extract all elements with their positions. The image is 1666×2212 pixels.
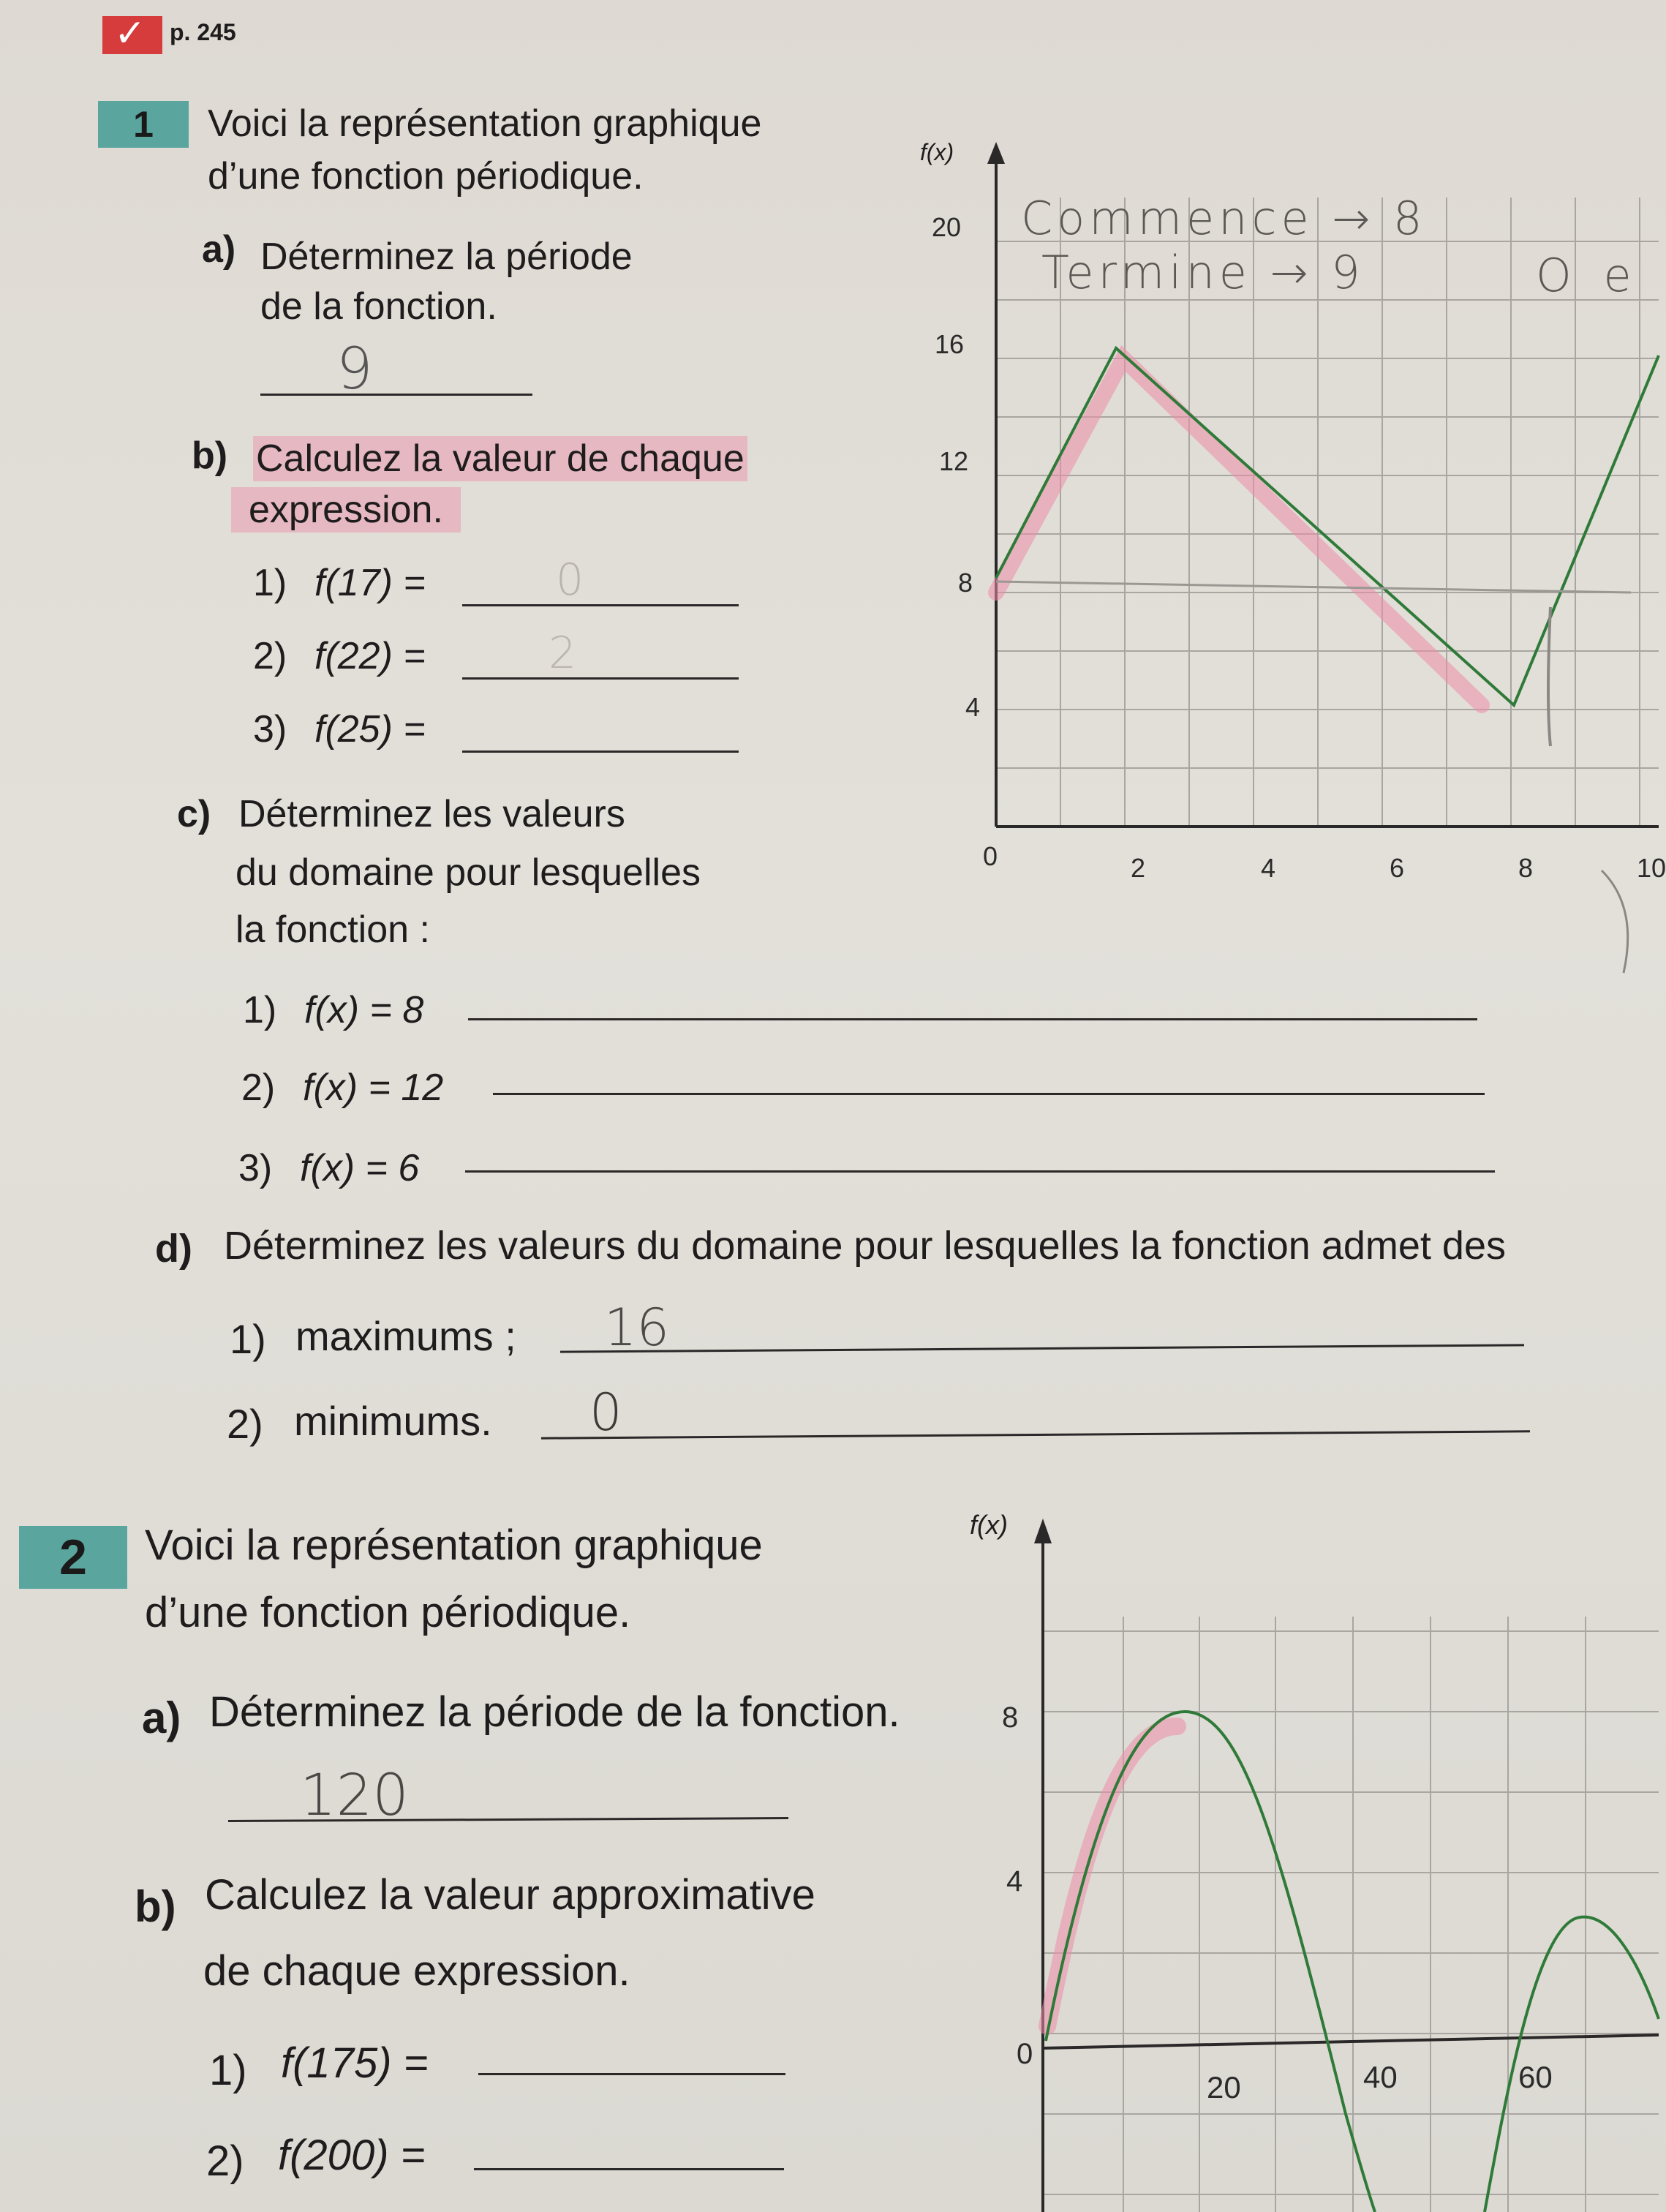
ex1-c-item1-expr: f(x) = 8 bbox=[304, 989, 424, 1031]
ex1-d-item2-line bbox=[541, 1430, 1530, 1439]
ex2-b-item1-expr: f(175) = bbox=[281, 2039, 429, 2087]
ex1-b-item1-num: 1) bbox=[253, 562, 287, 604]
ex2-xtick-60: 60 bbox=[1518, 2060, 1553, 2094]
ex1-b-item1-line bbox=[462, 604, 739, 606]
ex1-b-item3-num: 3) bbox=[253, 708, 287, 750]
ex1-c-item3-num: 3) bbox=[238, 1147, 273, 1189]
ex1-highlight-stroke bbox=[996, 358, 1482, 705]
ex2-b-label: b) bbox=[135, 1882, 176, 1931]
ex2-a-label: a) bbox=[142, 1693, 181, 1742]
ex1-b-item2-num: 2) bbox=[253, 635, 287, 677]
ex1-d-item2-num: 2) bbox=[227, 1401, 263, 1447]
ex1-intro-line1: Voici la représentation graphique bbox=[208, 102, 762, 145]
ex1-c-item1-line bbox=[468, 1018, 1477, 1020]
ex2-highlight-stroke bbox=[1047, 1726, 1177, 2026]
ex2-a-answer: 120 bbox=[300, 1763, 409, 1829]
ex1-c-text1: Déterminez les valeurs bbox=[238, 793, 625, 835]
ex2-b-item2-expr: f(200) = bbox=[278, 2132, 426, 2179]
page-reference: p. 245 bbox=[170, 19, 236, 45]
ex1-a-label: a) bbox=[202, 228, 236, 271]
ex1-xtick-6: 6 bbox=[1390, 853, 1405, 883]
ex2-ytick-0: 0 bbox=[1017, 2038, 1033, 2070]
ex1-ytick-20: 20 bbox=[932, 212, 962, 242]
exercise-1-number: 1 bbox=[98, 101, 189, 148]
ex2-a-text: Déterminez la période de la fonction. bbox=[209, 1688, 900, 1736]
ex1-b-item2-line bbox=[462, 677, 739, 680]
ex2-graph-ylabel: f(x) bbox=[970, 1510, 1008, 1540]
ex2-graph-grid bbox=[1041, 1617, 1659, 2212]
ex1-a-answer-line bbox=[260, 394, 532, 396]
ex1-d-item2-answer: 0 bbox=[589, 1382, 622, 1442]
ex1-b-item2-expr: f(22) = bbox=[314, 635, 426, 677]
ex1-c-label: c) bbox=[177, 793, 211, 835]
ex2-ytick-8: 8 bbox=[1002, 1701, 1019, 1734]
ex1-note-line2: Termine → 9 bbox=[1041, 246, 1365, 299]
ex2-function-curve-2 bbox=[1485, 1917, 1659, 2212]
ex1-xtick-10: 10 bbox=[1637, 853, 1666, 883]
ex1-xtick-4: 4 bbox=[1261, 853, 1276, 883]
check-icon bbox=[102, 16, 162, 54]
ex2-b-item1-num: 1) bbox=[209, 2047, 247, 2094]
ex2-intro-line1: Voici la représentation graphique bbox=[145, 1521, 763, 1569]
ex1-c-text2: du domaine pour lesquelles bbox=[235, 851, 701, 894]
ex2-ytick-4: 4 bbox=[1006, 1865, 1023, 1897]
ex1-pencil-mark bbox=[1548, 607, 1550, 746]
ex1-c-item2-num: 2) bbox=[241, 1066, 276, 1109]
ex1-c-item2-expr: f(x) = 12 bbox=[303, 1066, 444, 1109]
ex1-b-text2: expression. bbox=[231, 487, 461, 533]
ex2-function-curve-1 bbox=[1046, 1712, 1375, 2212]
ex1-c-item1-num: 1) bbox=[243, 989, 277, 1031]
ex1-c-item2-line bbox=[493, 1093, 1485, 1095]
ex2-b-item1-line bbox=[478, 2073, 785, 2075]
ex2-xtick-20: 20 bbox=[1207, 2070, 1241, 2104]
ex2-b-text2: de chaque expression. bbox=[203, 1947, 630, 1995]
ex2-graph bbox=[965, 1507, 1659, 2212]
ex1-d-item1-num: 1) bbox=[230, 1316, 266, 1362]
ex1-pencil-line bbox=[996, 582, 1631, 592]
ex1-b-item3-expr: f(25) = bbox=[314, 708, 426, 750]
ex1-ytick-16: 16 bbox=[935, 329, 965, 359]
ex1-pencil-mark-2 bbox=[1602, 870, 1628, 973]
ex1-b-item3-line bbox=[462, 750, 739, 753]
ex1-b-item2-answer: 2 bbox=[549, 628, 577, 679]
ex2-b-text1: Calculez la valeur approximative bbox=[205, 1871, 815, 1919]
ex1-d-label: d) bbox=[155, 1227, 192, 1271]
ex2-intro-line2: d’une fonction périodique. bbox=[145, 1589, 631, 1636]
ex1-ytick-8: 8 bbox=[958, 568, 973, 598]
ex1-a-text1: Déterminez la période bbox=[260, 236, 633, 278]
ex1-c-item3-expr: f(x) = 6 bbox=[300, 1147, 420, 1189]
ex1-xtick-8: 8 bbox=[1518, 853, 1534, 883]
ex1-d-item1-answer: 16 bbox=[604, 1298, 670, 1358]
ex1-ytick-12: 12 bbox=[939, 446, 969, 476]
ex2-xtick-40: 40 bbox=[1363, 2060, 1398, 2094]
ex1-note-extra: O e bbox=[1536, 249, 1640, 302]
ex1-graph-ylabel: f(x) bbox=[920, 139, 954, 165]
ex1-ytick-4: 4 bbox=[965, 692, 981, 722]
ex1-d-item1-text: maximums ; bbox=[295, 1313, 516, 1359]
ex1-b-item1-answer: 0 bbox=[556, 554, 584, 606]
ex2-graph-axes bbox=[1034, 1519, 1659, 2212]
ex1-a-text2: de la fonction. bbox=[260, 285, 497, 328]
ex2-b-item2-line bbox=[474, 2168, 784, 2170]
ex1-b-text1: Calculez la valeur de chaque bbox=[253, 436, 747, 481]
ex2-b-item2-num: 2) bbox=[206, 2137, 244, 2185]
ex1-d-item2-text: minimums. bbox=[294, 1398, 492, 1444]
exercise-2-number: 2 bbox=[19, 1526, 127, 1589]
ex1-a-answer: 9 bbox=[336, 336, 373, 402]
ex1-b-item1-expr: f(17) = bbox=[314, 562, 426, 604]
ex1-d-item1-line bbox=[560, 1344, 1524, 1353]
ex1-intro-line2: d’une fonction périodique. bbox=[208, 155, 644, 198]
ex1-ytick-0: 0 bbox=[983, 841, 998, 871]
ex1-xtick-2: 2 bbox=[1131, 853, 1146, 883]
ex1-b-label: b) bbox=[192, 434, 228, 477]
ex1-note-line1: Commence → 8 bbox=[1021, 192, 1427, 245]
ex1-c-text3: la fonction : bbox=[235, 908, 430, 951]
ex1-d-text: Déterminez les valeurs du domaine pour lesquelles la fonction admet des bbox=[224, 1224, 1506, 1268]
ex1-c-item3-line bbox=[465, 1170, 1495, 1173]
